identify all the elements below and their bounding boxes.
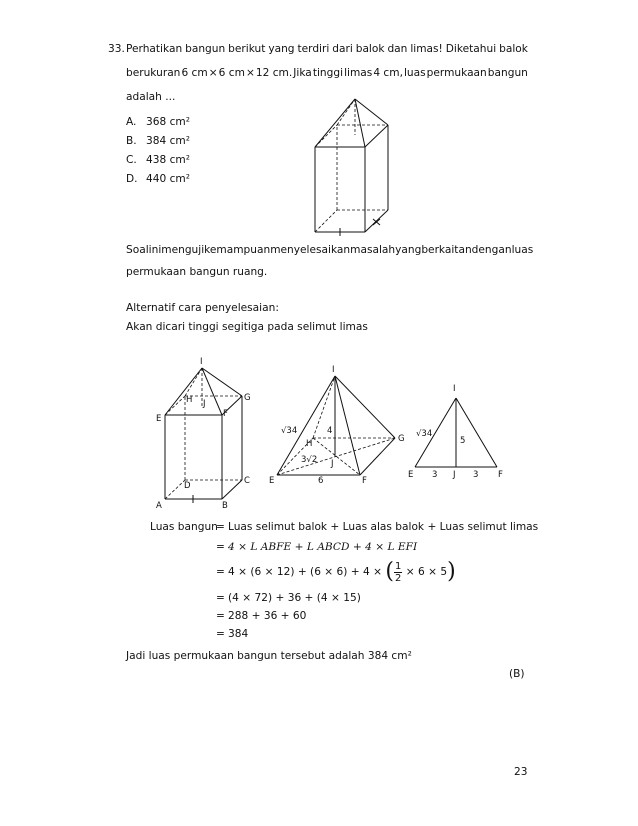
- question-line-2: [126, 67, 528, 80]
- solution-heading: Alternatif cara penyelesaian:: [126, 302, 279, 314]
- question-line-1-word: limas!: [410, 43, 443, 55]
- figure-cuboid-pyramid: [150, 352, 270, 517]
- competency-line-1-word: masalah: [350, 244, 396, 256]
- calc-eq-2: =: [216, 541, 225, 553]
- question-line-1-word: berikut: [228, 43, 266, 55]
- fig1-label-a: A: [156, 501, 162, 511]
- question-line-1-word: Perhatikan: [126, 43, 183, 55]
- fraction-half: [394, 561, 402, 584]
- left-paren: (: [385, 559, 394, 584]
- question-line-1-word: balok: [499, 43, 528, 55]
- competency-line-1: [126, 244, 534, 257]
- question-line-1-word: Diketahui: [445, 43, 497, 55]
- question-line-2-word: Jika: [293, 67, 312, 79]
- competency-line-1-word: menguji: [161, 244, 205, 256]
- question-line-2-word: 12 cm.: [255, 67, 293, 79]
- competency-line-2: permukaan bangun ruang.: [126, 266, 268, 278]
- conclusion: Jadi luas permukaan bangun tersebut adalah 384 cm²: [126, 650, 412, 662]
- question-line-1-word: yang: [268, 43, 295, 55]
- calc-line-3: [228, 557, 456, 587]
- calc-eq-1: =: [216, 521, 225, 533]
- question-line-2-word: limas: [344, 67, 373, 79]
- fraction-denominator: 2: [394, 572, 402, 584]
- fig2-label-h: H: [306, 439, 313, 449]
- right-paren: ): [447, 559, 456, 584]
- question-line-2-word: luas: [403, 67, 426, 79]
- question-number: 33.: [108, 43, 125, 55]
- question-line-1: [126, 43, 528, 56]
- question-line-2-word: bangun: [487, 67, 528, 79]
- fig3-label-3-right: 3: [473, 470, 479, 480]
- competency-line-1-word: menyelesaikan: [270, 244, 351, 256]
- option-d-letter: D.: [126, 173, 138, 185]
- fig2-label-i: I: [332, 365, 335, 375]
- fig1-label-f: F: [223, 409, 228, 419]
- fig3-label-j: J: [453, 470, 456, 480]
- calc-eq-4: =: [216, 592, 225, 604]
- fig2-label-3sqrt2: 3√2: [301, 455, 318, 465]
- competency-line-1-word: Soal: [126, 244, 149, 256]
- calc-line-4: (4 × 72) + 36 + (4 × 15): [228, 592, 361, 604]
- question-line-1-word: dari: [332, 43, 353, 55]
- fig2-label-g: G: [398, 434, 405, 444]
- fig3-label-f: F: [498, 470, 503, 480]
- question-line-2-word: tinggi: [312, 67, 344, 79]
- fig1-label-j: J: [203, 399, 206, 409]
- fig1-label-i: I: [200, 357, 203, 367]
- fig3-label-i: I: [453, 384, 456, 394]
- question-line-2-word: 6 cm: [181, 67, 208, 79]
- option-a-letter: A.: [126, 116, 137, 128]
- option-c-value: 438 cm²: [146, 154, 190, 166]
- competency-line-1-word: dengan: [471, 244, 512, 256]
- calc-line-1: Luas selimut balok + Luas alas balok + Luas selimut limas: [228, 521, 539, 533]
- question-line-1-word: terdiri: [297, 43, 330, 55]
- competency-line-1-word: berkaitan: [421, 244, 472, 256]
- calc-line-3-suffix: × 6 × 5: [405, 566, 448, 578]
- figure-triangle: [405, 380, 510, 480]
- competency-line-1-word: ini: [148, 244, 162, 256]
- fig1-label-c: C: [244, 476, 250, 486]
- fig2-label-e: E: [269, 476, 275, 486]
- fig2-label-sqrt34: √34: [281, 426, 298, 436]
- fig3-label-e: E: [408, 470, 414, 480]
- solution-intro: Akan dicari tinggi segitiga pada selimut limas: [126, 321, 368, 333]
- competency-line-1-word: yang: [395, 244, 422, 256]
- fig2-label-4: 4: [327, 426, 333, 436]
- calc-eq-6: =: [216, 628, 225, 640]
- question-line-1-word: balok: [355, 43, 385, 55]
- question-line-2-word: permukaan: [426, 67, 487, 79]
- question-line-1-word: dan: [387, 43, 408, 55]
- competency-line-1-word: kemampuan: [204, 244, 271, 256]
- calc-line-2: 4 × L ABFE + L ABCD + 4 × L EFI: [228, 541, 418, 553]
- option-d-value: 440 cm²: [146, 173, 190, 185]
- fig3-label-sqrt34: √34: [416, 429, 433, 439]
- question-line-2-word: berukuran: [126, 67, 181, 79]
- question-line-2-word: 4 cm,: [373, 67, 403, 79]
- fig2-label-f: F: [362, 476, 367, 486]
- fig3-label-5: 5: [460, 436, 466, 446]
- question-figure: [300, 95, 410, 240]
- question-line-3: adalah ...: [126, 91, 176, 103]
- competency-line-1-word: luas: [511, 244, 534, 256]
- option-b-letter: B.: [126, 135, 137, 147]
- fig1-label-h: H: [186, 395, 193, 405]
- page-number: 23: [514, 766, 528, 778]
- calc-eq-3: =: [216, 566, 225, 578]
- question-line-1-word: bangun: [185, 43, 226, 55]
- calc-label: Luas bangun: [150, 521, 218, 533]
- fig2-label-j: J: [331, 459, 334, 469]
- question-line-2-word: ×: [245, 67, 255, 79]
- fig1-label-d: D: [184, 481, 191, 491]
- question-line-2-word: 6 cm: [218, 67, 245, 79]
- fig1-label-b: B: [222, 501, 228, 511]
- option-c-letter: C.: [126, 154, 137, 166]
- calc-line-5: 288 + 36 + 60: [228, 610, 307, 622]
- fraction-numerator: 1: [394, 560, 402, 572]
- calc-line-3-prefix: 4 × (6 × 12) + (6 × 6) + 4 ×: [228, 566, 383, 578]
- fig3-label-3-left: 3: [432, 470, 438, 480]
- question-line-2-word: ×: [208, 67, 218, 79]
- figure-pyramid: [265, 362, 410, 487]
- fig2-label-6: 6: [318, 476, 324, 486]
- option-a-value: 368 cm²: [146, 116, 190, 128]
- fig1-label-g: G: [244, 393, 251, 403]
- fig1-label-e: E: [156, 414, 162, 424]
- option-b-value: 384 cm²: [146, 135, 190, 147]
- calc-line-6: 384: [228, 628, 249, 640]
- calc-eq-5: =: [216, 610, 225, 622]
- answer-letter: (B): [509, 668, 525, 680]
